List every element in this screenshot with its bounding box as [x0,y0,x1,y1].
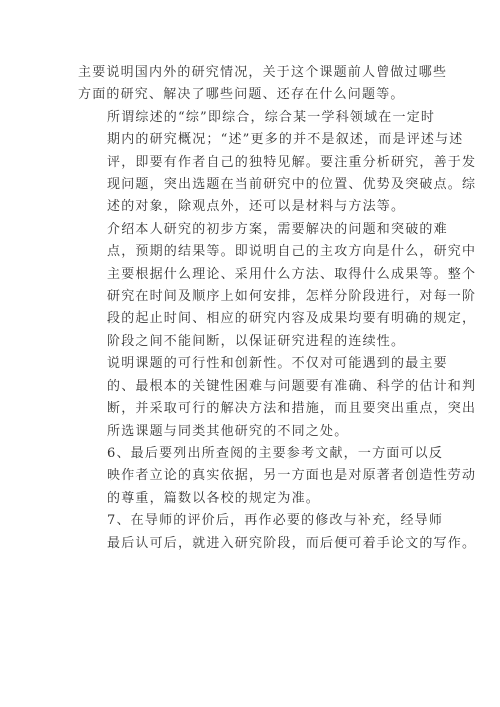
text-line: 所选课题与同类其他研究的不同之处。 [107,423,349,439]
paragraph-research-plan [78,219,477,353]
document-body [78,62,477,555]
text-line: 述的对象，除观点外，还可以是材料与方法等。 [107,199,406,215]
text-line: 断，并采取可行的解决方法和措施，而且要突出重点，突出 [107,401,477,417]
text-line: 说明课题的可行性和创新性。不仅对可能遇到的最主要 [107,356,448,372]
text-line: 最后认可后，就进入研究阶段，而后便可着手论文的写作。 [107,535,477,551]
text-line: 主要说明国内外的研究情况，关于这个课题前人曾做过哪些 [78,65,448,80]
paragraph-advisor-review [78,510,477,555]
text-line: 评，即要有作者自己的独特见解。要注重分析研究，善于发 [107,154,477,170]
text-line: 所谓综述的“综”即综合，综合某一学科领域在一定时 [107,109,436,125]
text-line: 方面的研究、解决了哪些问题、还存在什么问题等。 [78,87,405,103]
text-line: 阶段之间不能间断，以保证研究进程的连续性。 [107,333,406,349]
text-line: 6、最后要列出所查阅的主要参考文献，一方面可以反 [107,445,444,461]
text-line: 介绍本人研究的初步方案，需要解决的问题和突破的难 [107,221,448,237]
text-line: 的尊重，篇数以各校的规定为准。 [107,490,321,506]
text-line: 7、在导师的评价后，再作必要的修改与补充，经导师 [107,513,444,529]
text-line: 期内的研究概况；“述”更多的并不是叙述，而是评述与述 [107,132,464,148]
text-line: 段的起止时间、相应的研究内容及成果均要有明确的规定， [107,311,477,327]
paragraph-references [78,443,477,510]
paragraph-review-definition [78,107,477,219]
text-line: 主要根据什么理论、采用什么方法、取得什么成果等。整个 [107,266,477,282]
paragraph-feasibility [78,353,477,443]
text-line: 的、最根本的关键性困难与问题要有准确、科学的估计和判 [107,378,477,394]
text-line: 现问题，突出选题在当前研究中的位置、优势及突破点。综 [107,177,477,193]
text-line: 研究在时间及顺序上如何安排，怎样分阶段进行，对每一阶 [107,289,477,305]
text-line: 映作者立论的真实依据，另一方面也是对原著者创造性劳动 [107,468,477,484]
text-line: 点，预期的结果等。即说明自己的主攻方向是什么，研究中 [107,244,477,260]
paragraph-research-status [78,62,448,107]
